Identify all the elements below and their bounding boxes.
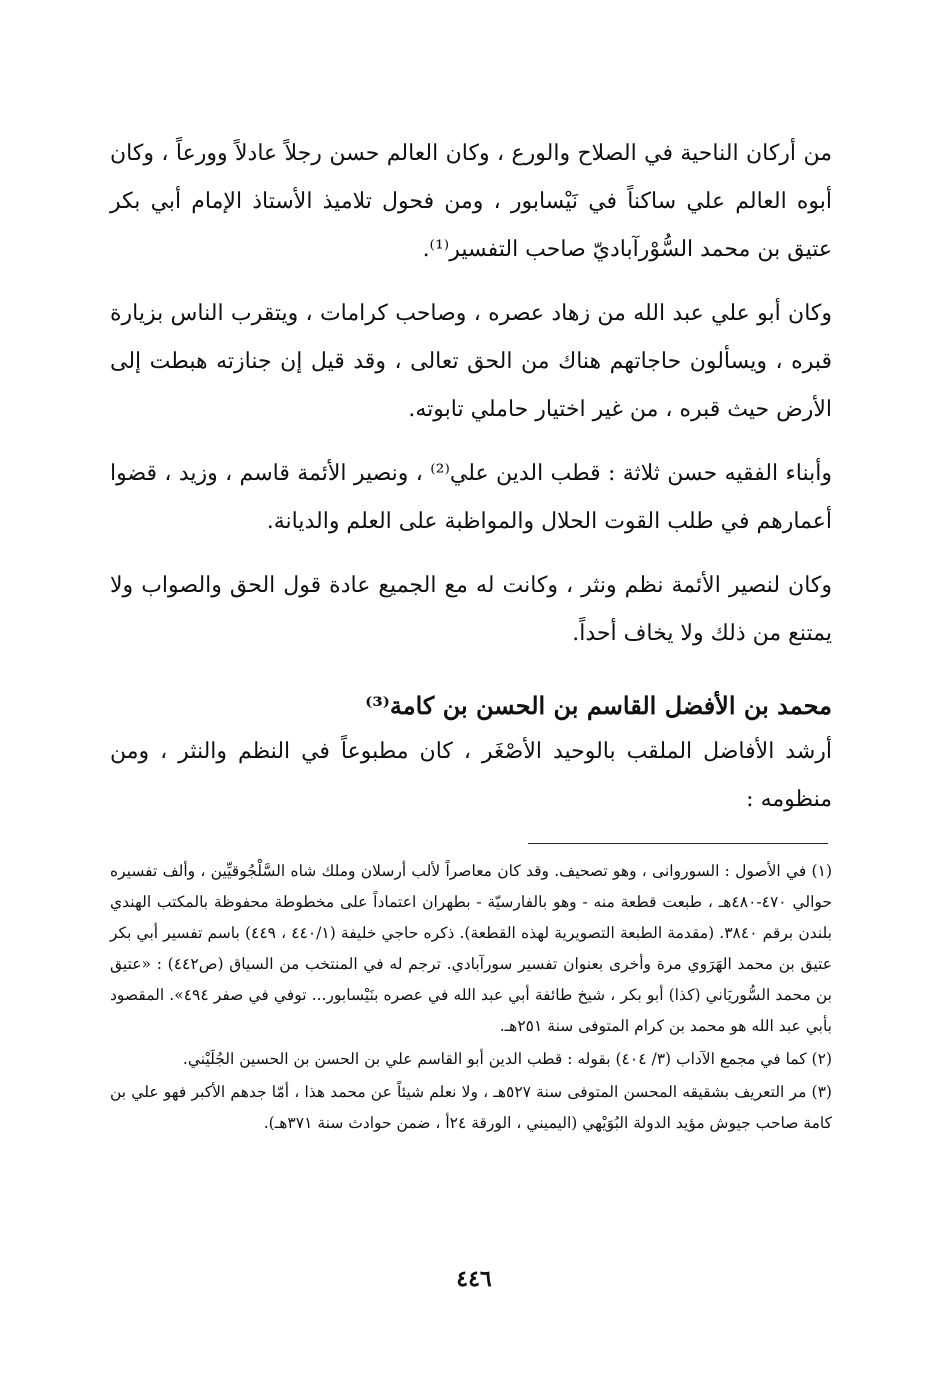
section-heading: محمد بن الأفضل القاسم بن الحسن بن كامة⁽³⁾	[365, 691, 832, 720]
footnote-2: (٢) كما في مجمع الآداب (٣/ ٤٠٤) بقوله : قطب الدين أبو القاسم علي بن الحسن بن الحسين الجُلَيْني.	[182, 1050, 832, 1068]
paragraph-4: وكان لنصير الأئمة نظم ونثر ، وكانت له مع الجميع عادة قول الحق والصواب ولا يمتنع من ذلك ولا يخاف أحداً.	[110, 573, 832, 646]
footnote-1: (١) في الأصول : السوروانى ، وهو تصحيف. وقد كان معاصراً لألب أرسلان وملك شاه السَّلْجُوقيِّين ، وألف تفسيره حوالي ٤٧٠-٤٨٠هـ ، طبعت قطعة منه - وهو بالفارسيّة - بطهران اعتماداً على مخطوطة محفوظة بالمكتب الهندي بلندن برقم ٣٨٤٠. (مقدمة الطبعة التصويرية لهذه القطعة). ذكره حاجي خليفة (٤٤٠/١ ، ٤٤٩) باسم تفسير أبي بكر عتيق بن محمد الهَرَوي مرة وأخرى بعنوان تفسير سورآبادي. ترجم له في المنتخب من السياق (ص٤٤٢) : «عتيق بن محمد السُّوريَاني (كذا) أبو بكر ، شيخ طائفة أبي عبد الله في عصره بنَيْسابور... توفي في صفر ٤٩٤». المقصود بأبي عبد الله هو محمد بن كرام المتوفى سنة ٢٥١هـ.	[110, 862, 832, 1035]
footnote-3: (٣) مر التعريف بشقيقه المحسن المتوفى سنة ٥٢٧هـ ، ولا نعلم شيئاً عن محمد هذا ، أمّا جدهم الأكبر فهو علي بن كامة صاحب جيوش مؤيد الدولة البُوَيْهي (اليميني ، الورقة ٢٤أ ، ضمن حوادث سنة ٣٧١هـ).	[110, 1083, 832, 1132]
paragraph-3: وأبناء الفقيه حسن ثلاثة : قطب الدين علي⁽²⁾ ، ونصير الأئمة قاسم ، وزيد ، قضوا أعمارهم في طلب القوت الحلال والمواظبة على العلم والديانة.	[110, 461, 832, 534]
page-number: ٤٤٦	[456, 1266, 492, 1292]
footnote-separator	[528, 843, 828, 844]
paragraph-2: وكان أبو علي عبد الله من زهاد عصره ، وصاحب كرامات ، ويتقرب الناس بزيارة قبره ، ويسألون حاجاتهم هناك من الحق تعالى ، وقد قيل إن جنازته هبطت إلى الأرض حيث قبره ، من غير اختيار حاملي تابوته.	[110, 301, 832, 422]
paragraph-1: من أركان الناحية في الصلاح والورع ، وكان العالم حسن رجلاً عادلاً وورعاً ، وكان أبوه العالم علي ساكناً في نَيْسابور ، ومن فحول تلاميذ الأستاذ الإمام أبي بكر عتيق بن محمد السُّوْرآباديّ صاحب التفسير⁽¹⁾.	[110, 141, 832, 262]
main-text-block	[110, 130, 832, 840]
footnotes-block	[110, 856, 832, 1141]
paragraph-after-heading: أرشد الأفاضل الملقب بالوحيد الأصْغَر ، كان مطبوعاً في النظم والنثر ، ومن منظومه :	[110, 739, 832, 812]
